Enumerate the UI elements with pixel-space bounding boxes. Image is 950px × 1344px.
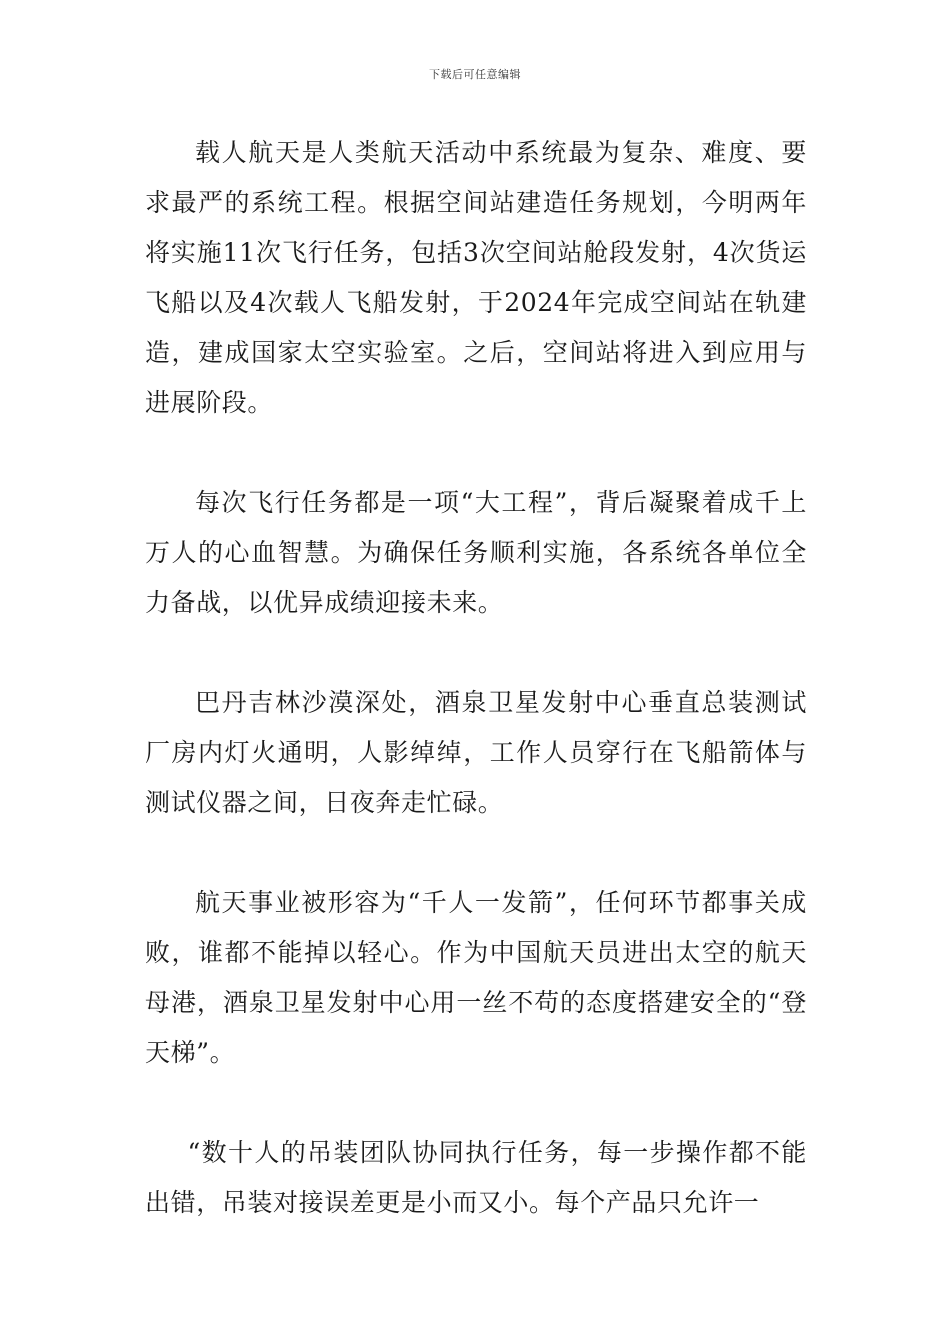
paragraph-3: 巴丹吉林沙漠深处，酒泉卫星发射中心垂直总装测试厂房内灯火通明，人影绰绰，工作人员穿行在飞船箭体与测试仪器之间，日夜奔走忙碌。: [145, 688, 807, 817]
paragraph-spacer: [145, 428, 807, 478]
paragraph-spacer: [145, 628, 807, 678]
paragraph-5: “数十人的吊装团队协同执行任务，每一步操作都不能出错，吊装对接误差更是小而又小。每个产品只允许一: [145, 1138, 807, 1217]
document-body: [145, 128, 807, 1228]
paragraph-spacer: [145, 1078, 807, 1128]
page-header-note: 下载后可任意编辑: [429, 68, 521, 81]
paragraph-4: 航天事业被形容为“千人一发箭”，任何环节都事关成败，谁都不能掉以轻心。作为中国航天员进出太空的航天母港，酒泉卫星发射中心用一丝不苟的态度搭建安全的“登天梯”。: [145, 888, 807, 1067]
paragraph-1: 载人航天是人类航天活动中系统最为复杂、难度、要求最严的系统工程。根据空间站建造任务规划，今明两年将实施11次飞行任务，包括3次空间站舱段发射，4次货运飞船以及4次载人飞船发射，于2024年完成空间站在轨建造，建成国家太空实验室。之后，空间站将进入到应用与进展阶段。: [145, 138, 807, 417]
paragraph-spacer: [145, 828, 807, 878]
paragraph-2: 每次飞行任务都是一项“大工程”，背后凝聚着成千上万人的心血智慧。为确保任务顺利实施，各系统各单位全力备战，以优异成绩迎接未来。: [145, 488, 807, 617]
